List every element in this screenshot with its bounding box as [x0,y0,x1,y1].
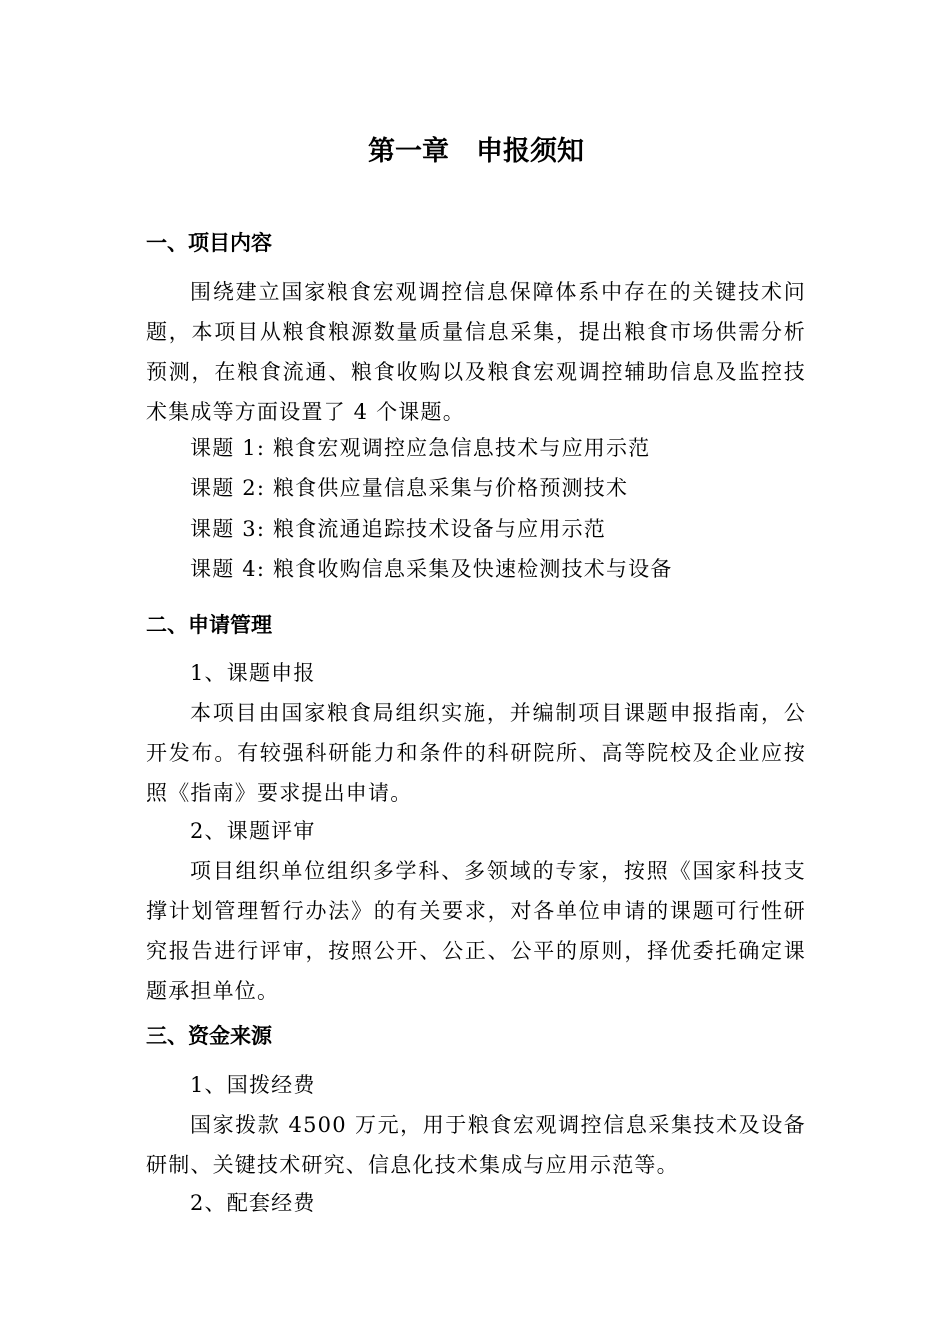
section-heading-application-management: 二、申请管理 [146,612,272,637]
national-funding-paragraph: 国家拨款 4500 万元，用于粮食宏观调控信息采集技术及设备研制、关键技术研究、信息化技术集成与应用示范等。 [146,1113,806,1177]
topic-application-paragraph: 本项目由国家粮食局组织实施，并编制项目课题申报指南，公开发布。有较强科研能力和条件的科研院所、高等院校及企业应按照《指南》要求提出申请。 [146,701,806,805]
topic-2: 课题 2: 粮食供应量信息采集与价格预测技术 [190,476,629,500]
topic-1: 课题 1: 粮食宏观调控应急信息技术与应用示范 [190,436,651,460]
project-content-paragraph: 围绕建立国家粮食宏观调控信息保障体系中存在的关键技术问题，本项目从粮食粮源数量质量信息采集，提出粮食市场供需分析预测，在粮食流通、粮食收购以及粮食宏观调控辅助信息及监控技术集成等方面设置了 4 个课题。 [146,280,806,424]
section-heading-project-content: 一、项目内容 [146,230,272,255]
chapter-title: 第一章 申报须知 [368,136,584,167]
section-heading-funding-source: 三、资金来源 [146,1023,272,1048]
subsection-topic-review: 2、课题评审 [190,819,316,843]
topic-review-paragraph: 项目组织单位组织多学科、多领域的专家，按照《国家科技支撑计划管理暂行办法》的有关要求，对各单位申请的课题可行性研究报告进行评审，按照公开、公正、公平的原则，择优委托确定课题承担单位。 [146,859,806,1003]
subsection-matching-funding: 2、配套经费 [190,1191,316,1215]
topic-3: 课题 3: 粮食流通追踪技术设备与应用示范 [190,517,606,541]
topic-4: 课题 4: 粮食收购信息采集及快速检测技术与设备 [190,557,673,581]
subsection-national-funding: 1、国拨经费 [190,1073,316,1097]
subsection-topic-application: 1、课题申报 [190,661,316,685]
